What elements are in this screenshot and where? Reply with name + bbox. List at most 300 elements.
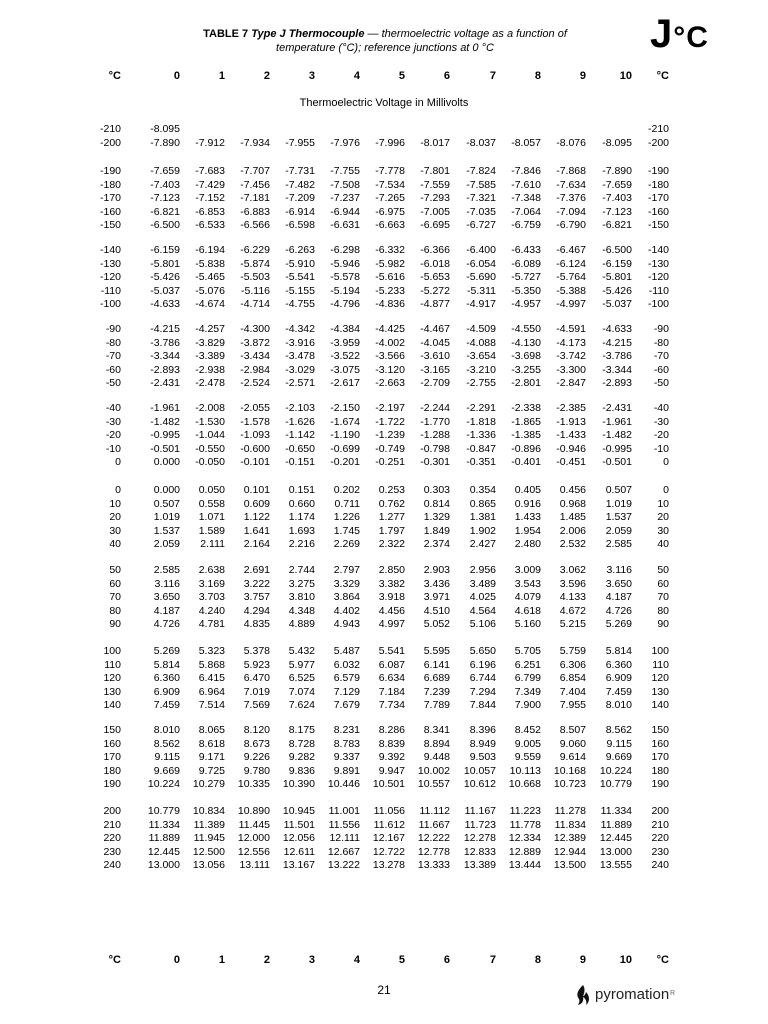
voltage-cell: 4.456 xyxy=(378,604,405,617)
voltage-cell: -5.946 xyxy=(330,257,360,270)
voltage-cell: -5.037 xyxy=(150,284,180,297)
voltage-cell: -3.916 xyxy=(285,336,315,349)
voltage-cell: 5.923 xyxy=(243,658,270,671)
voltage-cell: 1.122 xyxy=(243,511,270,523)
voltage-cell: -3.566 xyxy=(375,350,405,362)
voltage-cell: 1.071 xyxy=(198,511,225,523)
voltage-cell: 10.779 xyxy=(147,805,180,817)
voltage-cell: 1.902 xyxy=(469,524,496,537)
voltage-cell: -3.344 xyxy=(602,363,632,376)
voltage-cell: -2.847 xyxy=(556,377,586,389)
voltage-cell: 4.025 xyxy=(469,591,496,603)
voltage-cell: 3.650 xyxy=(605,577,632,590)
voltage-cell: 11.778 xyxy=(509,818,541,831)
table-name: Type J Thermocouple xyxy=(251,28,365,40)
voltage-cell: 8.728 xyxy=(288,737,315,750)
voltage-cell: -2.893 xyxy=(150,363,180,376)
column-header-cell: 2 xyxy=(263,70,270,82)
voltage-cell: 7.074 xyxy=(288,685,315,698)
column-header-cell: 4 xyxy=(353,70,360,82)
voltage-cell: 12.889 xyxy=(508,845,541,858)
voltage-cell: 11.389 xyxy=(193,818,225,831)
voltage-cell: 8.396 xyxy=(469,724,496,736)
table-row xyxy=(0,686,768,698)
temperature-cell: 30 xyxy=(109,524,121,537)
voltage-cell: -8.076 xyxy=(556,136,586,149)
voltage-cell: 9.005 xyxy=(514,737,541,750)
voltage-cell: -3.829 xyxy=(195,336,225,349)
temperature-cell: 130 xyxy=(103,685,121,698)
voltage-cell: -4.173 xyxy=(556,336,586,349)
voltage-cell: 3.596 xyxy=(559,577,586,590)
voltage-cell: 0.405 xyxy=(514,484,541,496)
temperature-cell: 210 xyxy=(103,818,121,831)
voltage-cell: -0.699 xyxy=(330,442,360,455)
voltage-cell: -7.778 xyxy=(375,165,405,177)
temperature-cell: 70 xyxy=(109,591,121,603)
voltage-cell: 10.002 xyxy=(417,764,450,777)
voltage-cell: -6.566 xyxy=(240,219,270,231)
temperature-cell: -30 xyxy=(653,415,669,428)
unit-badge-unit: °C xyxy=(673,21,709,54)
voltage-cell: 3.757 xyxy=(243,591,270,603)
voltage-cell: -0.501 xyxy=(602,456,632,468)
temperature-cell: -50 xyxy=(105,377,121,389)
voltage-cell: 5.052 xyxy=(423,618,450,630)
voltage-cell: -2.801 xyxy=(511,377,541,389)
column-header-cell: °C xyxy=(656,70,669,82)
voltage-cell: -7.659 xyxy=(150,165,180,177)
voltage-cell: -2.755 xyxy=(466,377,496,389)
voltage-cell: -1.336 xyxy=(466,429,496,441)
voltage-cell: -3.434 xyxy=(240,350,270,362)
voltage-cell: 11.223 xyxy=(509,805,541,817)
voltage-cell: 3.275 xyxy=(288,577,315,590)
voltage-cell: -1.385 xyxy=(511,429,541,441)
column-header-top xyxy=(0,70,768,84)
voltage-cell: 8.065 xyxy=(198,724,225,736)
temperature-cell: -150 xyxy=(647,219,669,231)
table-row xyxy=(0,137,768,149)
voltage-cell: -5.764 xyxy=(556,271,586,283)
voltage-cell: -6.790 xyxy=(556,219,586,231)
temperature-cell: 160 xyxy=(651,737,669,750)
voltage-cell: -1.433 xyxy=(556,429,586,441)
voltage-cell: -4.877 xyxy=(420,298,450,310)
voltage-cell: -8.095 xyxy=(150,123,180,135)
temperature-cell: 60 xyxy=(657,577,669,590)
voltage-cell: -6.631 xyxy=(330,219,360,231)
voltage-cell: -7.064 xyxy=(511,205,541,218)
voltage-cell: 10.723 xyxy=(553,778,586,790)
voltage-cell: 4.294 xyxy=(243,604,270,617)
table-title xyxy=(185,27,585,55)
voltage-cell: 0.303 xyxy=(423,484,450,496)
voltage-cell: -5.838 xyxy=(195,257,225,270)
title-description-2: temperature (°C); reference junctions at 0 °C xyxy=(276,42,494,54)
voltage-cell: -6.821 xyxy=(150,205,180,218)
table-row xyxy=(0,578,768,590)
voltage-cell: 11.889 xyxy=(148,832,180,844)
temperature-cell: -130 xyxy=(99,257,121,270)
temperature-cell: 200 xyxy=(103,805,121,817)
voltage-cell: -8.037 xyxy=(466,136,496,149)
voltage-cell: -7.955 xyxy=(285,136,315,149)
voltage-cell: -7.976 xyxy=(330,136,360,149)
voltage-cell: -0.995 xyxy=(602,442,632,455)
voltage-cell: 9.282 xyxy=(288,751,315,763)
voltage-cell: 12.111 xyxy=(329,832,360,844)
unit-badge xyxy=(650,12,709,57)
voltage-cell: 6.634 xyxy=(378,672,405,684)
voltage-cell: -7.376 xyxy=(556,192,586,204)
table-row xyxy=(0,285,768,297)
voltage-cell: 0.507 xyxy=(605,484,632,496)
temperature-cell: 20 xyxy=(657,511,669,523)
table-row xyxy=(0,511,768,523)
temperature-cell: -80 xyxy=(105,336,121,349)
voltage-cell: 4.672 xyxy=(559,604,586,617)
voltage-cell: 0.660 xyxy=(288,497,315,510)
voltage-cell: -4.674 xyxy=(195,298,225,310)
voltage-cell: 7.239 xyxy=(423,685,450,698)
temperature-cell: 80 xyxy=(109,604,121,617)
voltage-cell: -7.731 xyxy=(285,165,315,177)
voltage-cell: -4.215 xyxy=(150,323,180,335)
voltage-cell: -5.311 xyxy=(467,284,496,297)
temperature-cell: -120 xyxy=(647,271,669,283)
voltage-cell: -2.571 xyxy=(285,377,315,389)
column-header-cell: 10 xyxy=(619,954,632,966)
title-line-1 xyxy=(185,27,585,41)
voltage-cell: -5.350 xyxy=(511,284,541,297)
voltage-cell: 6.744 xyxy=(469,672,496,684)
voltage-cell: 11.056 xyxy=(373,805,405,817)
temperature-cell: -40 xyxy=(105,402,121,414)
temperature-cell: 100 xyxy=(651,645,669,657)
voltage-cell: 5.269 xyxy=(153,645,180,657)
temperature-cell: 170 xyxy=(651,751,669,763)
voltage-cell: 10.945 xyxy=(282,805,315,817)
voltage-cell: 9.503 xyxy=(469,751,496,763)
voltage-cell: 4.079 xyxy=(514,591,541,603)
voltage-cell: 12.000 xyxy=(237,832,270,844)
voltage-cell: 2.480 xyxy=(514,538,541,550)
voltage-cell: 1.329 xyxy=(423,511,450,523)
voltage-cell: -0.650 xyxy=(285,442,315,455)
voltage-cell: -7.559 xyxy=(420,178,450,191)
table-row xyxy=(0,350,768,362)
voltage-cell: 1.174 xyxy=(288,511,315,523)
voltage-cell: 0.609 xyxy=(243,497,270,510)
column-header-cell: 7 xyxy=(489,954,496,966)
voltage-cell: 6.306 xyxy=(559,658,586,671)
voltage-cell: 12.944 xyxy=(553,845,586,858)
voltage-cell: 8.894 xyxy=(423,737,450,750)
voltage-cell: -6.500 xyxy=(150,219,180,231)
voltage-cell: 11.667 xyxy=(418,818,450,831)
voltage-cell: 5.432 xyxy=(288,645,315,657)
voltage-cell: -2.150 xyxy=(330,402,360,414)
voltage-cell: 2.006 xyxy=(559,524,586,537)
temperature-cell: 180 xyxy=(103,764,121,777)
voltage-cell: 9.891 xyxy=(333,764,360,777)
voltage-cell: 4.835 xyxy=(243,618,270,630)
column-header-cell: 7 xyxy=(489,70,496,82)
table-row xyxy=(0,525,768,537)
temperature-cell: -210 xyxy=(647,123,669,135)
voltage-cell: 7.900 xyxy=(514,699,541,711)
voltage-cell: -4.509 xyxy=(466,323,496,335)
voltage-cell: -1.722 xyxy=(375,415,405,428)
table-row xyxy=(0,429,768,441)
voltage-cell: 12.056 xyxy=(282,832,315,844)
voltage-cell: 8.120 xyxy=(243,724,270,736)
voltage-cell: 6.525 xyxy=(288,672,315,684)
voltage-cell: -2.103 xyxy=(285,402,315,414)
voltage-cell: 13.500 xyxy=(553,859,586,871)
temperature-cell: -10 xyxy=(653,442,669,455)
temperature-cell: -190 xyxy=(647,165,669,177)
voltage-cell: -1.482 xyxy=(150,415,180,428)
voltage-cell: -6.400 xyxy=(466,244,496,256)
voltage-cell: -7.585 xyxy=(466,178,496,191)
voltage-cell: -7.035 xyxy=(466,205,496,218)
voltage-cell: -7.890 xyxy=(150,136,180,149)
voltage-cell: -4.300 xyxy=(240,323,270,335)
voltage-cell: 13.000 xyxy=(147,859,180,871)
voltage-cell: -5.690 xyxy=(466,271,496,283)
voltage-cell: 3.543 xyxy=(514,577,541,590)
voltage-cell: -7.707 xyxy=(240,165,270,177)
voltage-cell: 0.151 xyxy=(288,484,315,496)
unit-badge-letter: J xyxy=(650,12,674,56)
voltage-cell: 11.501 xyxy=(283,818,315,831)
voltage-cell: 13.222 xyxy=(327,859,360,871)
table-row xyxy=(0,337,768,349)
voltage-cell: 9.115 xyxy=(154,751,180,763)
voltage-cell: 4.133 xyxy=(559,591,586,603)
voltage-cell: 8.452 xyxy=(514,724,541,736)
voltage-cell: -0.050 xyxy=(195,456,225,468)
temperature-cell: 40 xyxy=(657,538,669,550)
title-description-1: thermoelectric voltage as a function of xyxy=(381,28,567,40)
temperature-cell: 170 xyxy=(103,751,121,763)
voltage-cell: 11.612 xyxy=(373,818,405,831)
voltage-cell: -5.801 xyxy=(150,257,180,270)
voltage-cell: -7.429 xyxy=(195,178,225,191)
temperature-cell: -150 xyxy=(99,219,121,231)
voltage-cell: -5.076 xyxy=(195,284,225,297)
temperature-cell: -70 xyxy=(105,350,121,362)
temperature-cell: 90 xyxy=(109,618,121,630)
temperature-cell: 180 xyxy=(651,764,669,777)
column-header-cell: 6 xyxy=(443,954,450,966)
temperature-cell: 0 xyxy=(663,456,669,468)
voltage-cell: -4.591 xyxy=(556,323,586,335)
voltage-cell: 6.964 xyxy=(198,685,225,698)
voltage-cell: -3.255 xyxy=(511,363,541,376)
voltage-cell: 11.278 xyxy=(554,805,586,817)
voltage-cell: -3.478 xyxy=(285,350,315,362)
column-header-cell: 9 xyxy=(579,954,586,966)
voltage-cell: 7.569 xyxy=(243,699,270,711)
voltage-cell: -6.298 xyxy=(330,244,360,256)
voltage-cell: -2.431 xyxy=(150,377,180,389)
voltage-cell: -2.244 xyxy=(420,402,450,414)
voltage-cell: -6.229 xyxy=(240,244,270,256)
temperature-cell: -120 xyxy=(99,271,121,283)
voltage-cell: -3.786 xyxy=(150,336,180,349)
voltage-cell: 3.918 xyxy=(378,591,405,603)
voltage-cell: -3.872 xyxy=(240,336,270,349)
temperature-cell: 140 xyxy=(103,699,121,711)
registered-mark: R xyxy=(670,990,676,997)
voltage-cell: 0.202 xyxy=(333,484,360,496)
title-dash: — xyxy=(364,28,382,40)
temperature-cell: 10 xyxy=(657,497,669,510)
voltage-cell: 12.722 xyxy=(372,845,405,858)
voltage-cell: 12.445 xyxy=(147,845,180,858)
voltage-cell: -2.431 xyxy=(602,402,632,414)
temperature-cell: -10 xyxy=(105,442,121,455)
voltage-cell: 4.618 xyxy=(514,604,541,617)
table-row xyxy=(0,859,768,871)
voltage-cell: -4.550 xyxy=(511,323,541,335)
voltage-cell: 10.279 xyxy=(192,778,225,790)
voltage-cell: -7.801 xyxy=(420,165,450,177)
voltage-cell: 11.334 xyxy=(148,818,180,831)
voltage-cell: 13.389 xyxy=(463,859,496,871)
voltage-cell: -5.116 xyxy=(241,284,270,297)
temperature-cell: 120 xyxy=(103,672,121,684)
voltage-cell: -3.389 xyxy=(195,350,225,362)
voltage-cell: 10.390 xyxy=(282,778,315,790)
column-header-cell: 10 xyxy=(619,70,632,82)
voltage-cell: 9.115 xyxy=(606,737,632,750)
voltage-cell: 7.514 xyxy=(198,699,225,711)
voltage-cell: 9.337 xyxy=(333,751,360,763)
voltage-cell: 9.171 xyxy=(198,751,225,763)
voltage-cell: -5.194 xyxy=(330,284,360,297)
temperature-cell: 160 xyxy=(103,737,121,750)
temperature-cell: 30 xyxy=(657,524,669,537)
voltage-cell: -4.796 xyxy=(330,298,360,310)
temperature-cell: -110 xyxy=(648,284,669,297)
temperature-cell: 10 xyxy=(109,497,121,510)
voltage-cell: 2.691 xyxy=(243,564,270,576)
voltage-cell: -2.893 xyxy=(602,377,632,389)
voltage-cell: -4.467 xyxy=(420,323,450,335)
temperature-cell: 50 xyxy=(109,564,121,576)
voltage-cell: -2.709 xyxy=(420,377,450,389)
voltage-cell: 6.689 xyxy=(423,672,450,684)
voltage-cell: -7.683 xyxy=(195,165,225,177)
table-row xyxy=(0,672,768,684)
voltage-cell: -4.633 xyxy=(150,298,180,310)
voltage-cell: 7.404 xyxy=(559,685,586,698)
temperature-cell: 140 xyxy=(651,699,669,711)
voltage-cell: -1.239 xyxy=(375,429,405,441)
voltage-cell: -6.263 xyxy=(285,244,315,256)
voltage-cell: 11.723 xyxy=(464,818,496,831)
table-row xyxy=(0,564,768,576)
voltage-cell: -5.801 xyxy=(602,271,632,283)
voltage-cell: 10.501 xyxy=(372,778,405,790)
column-header-cell: 3 xyxy=(308,954,315,966)
temperature-cell: -80 xyxy=(653,336,669,349)
table-row xyxy=(0,778,768,790)
voltage-cell: 10.446 xyxy=(327,778,360,790)
voltage-cell: 0.711 xyxy=(334,497,360,510)
voltage-cell: -6.194 xyxy=(195,244,225,256)
voltage-cell: 4.187 xyxy=(605,591,632,603)
voltage-cell: -7.123 xyxy=(150,192,180,204)
voltage-cell: 1.485 xyxy=(559,511,586,523)
voltage-cell: -6.944 xyxy=(330,205,360,218)
voltage-cell: -1.044 xyxy=(195,429,225,441)
voltage-cell: -6.853 xyxy=(195,205,225,218)
voltage-cell: 9.725 xyxy=(198,764,225,777)
voltage-cell: 0.354 xyxy=(469,484,496,496)
temperature-cell: 210 xyxy=(651,818,669,831)
voltage-cell: 1.019 xyxy=(605,497,632,510)
voltage-cell: 10.057 xyxy=(463,764,496,777)
voltage-cell: 0.814 xyxy=(423,497,450,510)
voltage-cell: -4.088 xyxy=(466,336,496,349)
voltage-cell: -5.727 xyxy=(511,271,541,283)
voltage-cell: -6.533 xyxy=(195,219,225,231)
voltage-cell: -6.598 xyxy=(285,219,315,231)
voltage-cell: 2.374 xyxy=(423,538,450,550)
voltage-cell: -1.961 xyxy=(602,415,632,428)
voltage-cell: -0.896 xyxy=(511,442,541,455)
voltage-cell: 6.854 xyxy=(559,672,586,684)
table-row xyxy=(0,456,768,468)
voltage-cell: -1.770 xyxy=(420,415,450,428)
voltage-cell: -6.366 xyxy=(420,244,450,256)
voltage-cell: 2.585 xyxy=(153,564,180,576)
voltage-cell: 12.278 xyxy=(463,832,496,844)
temperature-cell: 220 xyxy=(651,832,669,844)
voltage-cell: 2.585 xyxy=(605,538,632,550)
voltage-cell: 6.799 xyxy=(514,672,541,684)
temperature-cell: -190 xyxy=(99,165,121,177)
voltage-cell: -0.351 xyxy=(466,456,496,468)
voltage-cell: -7.456 xyxy=(240,178,270,191)
voltage-cell: 8.286 xyxy=(378,724,405,736)
voltage-cell: 12.389 xyxy=(553,832,586,844)
temperature-cell: -40 xyxy=(653,402,669,414)
column-header-bottom xyxy=(0,954,768,968)
temperature-cell: 190 xyxy=(651,778,669,790)
temperature-cell: -110 xyxy=(100,284,121,297)
table-row xyxy=(0,165,768,177)
temperature-cell: 110 xyxy=(104,658,121,671)
voltage-cell: -3.742 xyxy=(556,350,586,362)
temperature-cell: -60 xyxy=(653,363,669,376)
table-row xyxy=(0,416,768,428)
voltage-cell: -4.836 xyxy=(375,298,405,310)
voltage-cell: 3.062 xyxy=(559,564,586,576)
voltage-cell: -5.272 xyxy=(420,284,450,297)
voltage-cell: 0.456 xyxy=(559,484,586,496)
voltage-cell: -4.045 xyxy=(420,336,450,349)
voltage-cell: -7.996 xyxy=(375,136,405,149)
temperature-cell: 60 xyxy=(109,577,121,590)
voltage-cell: 3.222 xyxy=(243,577,270,590)
voltage-cell: 13.333 xyxy=(417,859,450,871)
